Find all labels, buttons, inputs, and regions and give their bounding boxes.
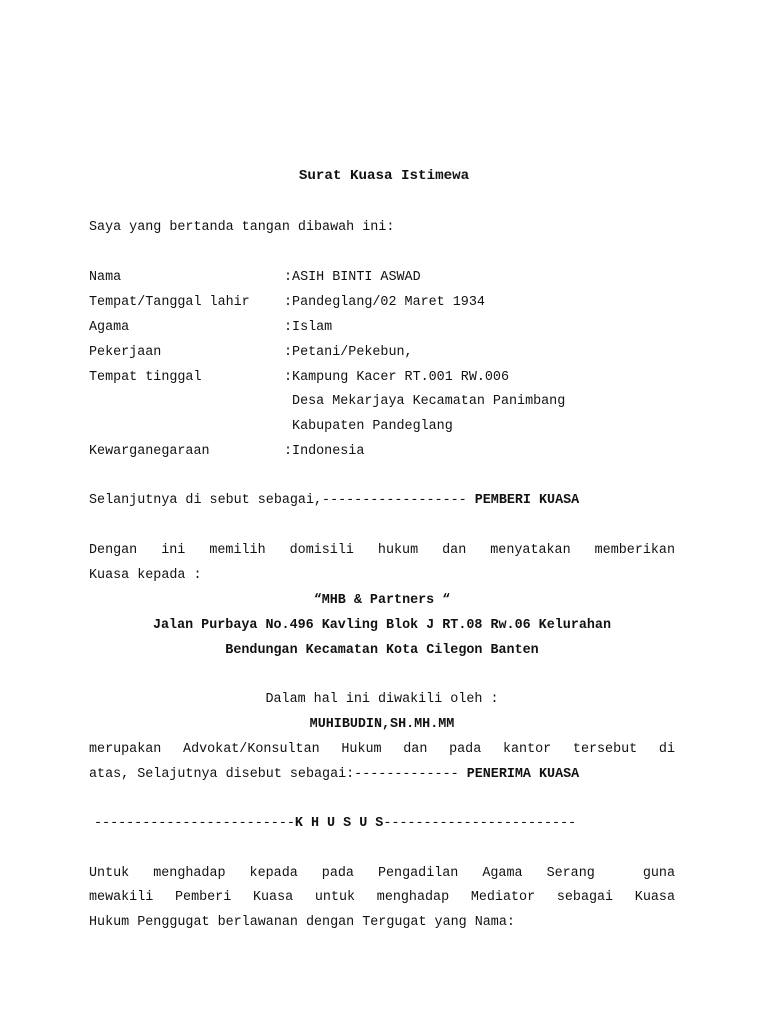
occupation-label: Pekerjaan bbox=[89, 345, 162, 360]
religion-value: :Islam bbox=[284, 320, 333, 335]
residence-line-3: Kabupaten Pandeglang bbox=[284, 419, 453, 434]
purpose-line-3: Hukum Penggugat berlawanan dengan Tergugat yang Nama: bbox=[89, 915, 515, 930]
grantor-text: Selanjutnya di sebut sebagai,------------------ bbox=[89, 493, 475, 508]
special-right-dashes: ------------------------ bbox=[383, 816, 577, 831]
grantor-role: PEMBERI KUASA bbox=[474, 493, 580, 508]
domicile-line-1: Dengan ini memilih domisili hukum dan menyatakan memberikan bbox=[89, 543, 675, 558]
represented-text: atas, Selajutnya disebut sebagai:------------- bbox=[89, 767, 467, 782]
special-label: K H U S U S bbox=[294, 816, 384, 831]
represented-line-1: merupakan Advokat/Konsultan Hukum dan pada kantor tersebut di bbox=[89, 742, 675, 757]
residence-line-1: :Kampung Kacer RT.001 RW.006 bbox=[284, 370, 509, 385]
special-heading bbox=[94, 816, 576, 832]
purpose-line-1: Untuk menghadap kepada pada Pengadilan Agama Serang guna bbox=[89, 866, 675, 881]
domicile-line-2: Kuasa kepada : bbox=[89, 568, 202, 583]
birth-value: :Pandeglang/02 Maret 1934 bbox=[284, 295, 485, 310]
represented-intro: Dalam hal ini diwakili oleh : bbox=[265, 692, 499, 707]
firm-address-1: Jalan Purbaya No.496 Kavling Blok J RT.08 Rw.06 Kelurahan bbox=[152, 618, 612, 633]
firm-address-2: Bendungan Kecamatan Kota Cilegon Banten bbox=[225, 643, 539, 658]
residence-label: Tempat tinggal bbox=[89, 370, 202, 385]
grantor-line bbox=[89, 493, 579, 509]
religion-label: Agama bbox=[89, 320, 130, 335]
purpose-line-2: mewakili Pemberi Kuasa untuk menghadap Mediator sebagai Kuasa bbox=[89, 890, 675, 905]
represented-line-2 bbox=[89, 767, 579, 783]
name-label: Nama bbox=[89, 270, 122, 285]
document-title: Surat Kuasa Istimewa bbox=[298, 168, 470, 184]
nationality-value: :Indonesia bbox=[284, 444, 365, 459]
representative-name: MUHIBUDIN,SH.MH.MM bbox=[309, 717, 455, 732]
birth-label: Tempat/Tanggal lahir bbox=[89, 295, 250, 310]
residence-line-2: Desa Mekarjaya Kecamatan Panimbang bbox=[284, 394, 566, 409]
name-value: :ASIH BINTI ASWAD bbox=[284, 270, 421, 285]
recipient-role: PENERIMA KUASA bbox=[466, 767, 580, 782]
firm-name: “MHB & Partners “ bbox=[313, 593, 451, 608]
special-left-dashes: ------------------------- bbox=[94, 816, 295, 831]
occupation-value: :Petani/Pekebun, bbox=[284, 345, 413, 360]
intro-text: Saya yang bertanda tangan dibawah ini: bbox=[89, 220, 395, 235]
nationality-label: Kewarganegaraan bbox=[89, 444, 210, 459]
